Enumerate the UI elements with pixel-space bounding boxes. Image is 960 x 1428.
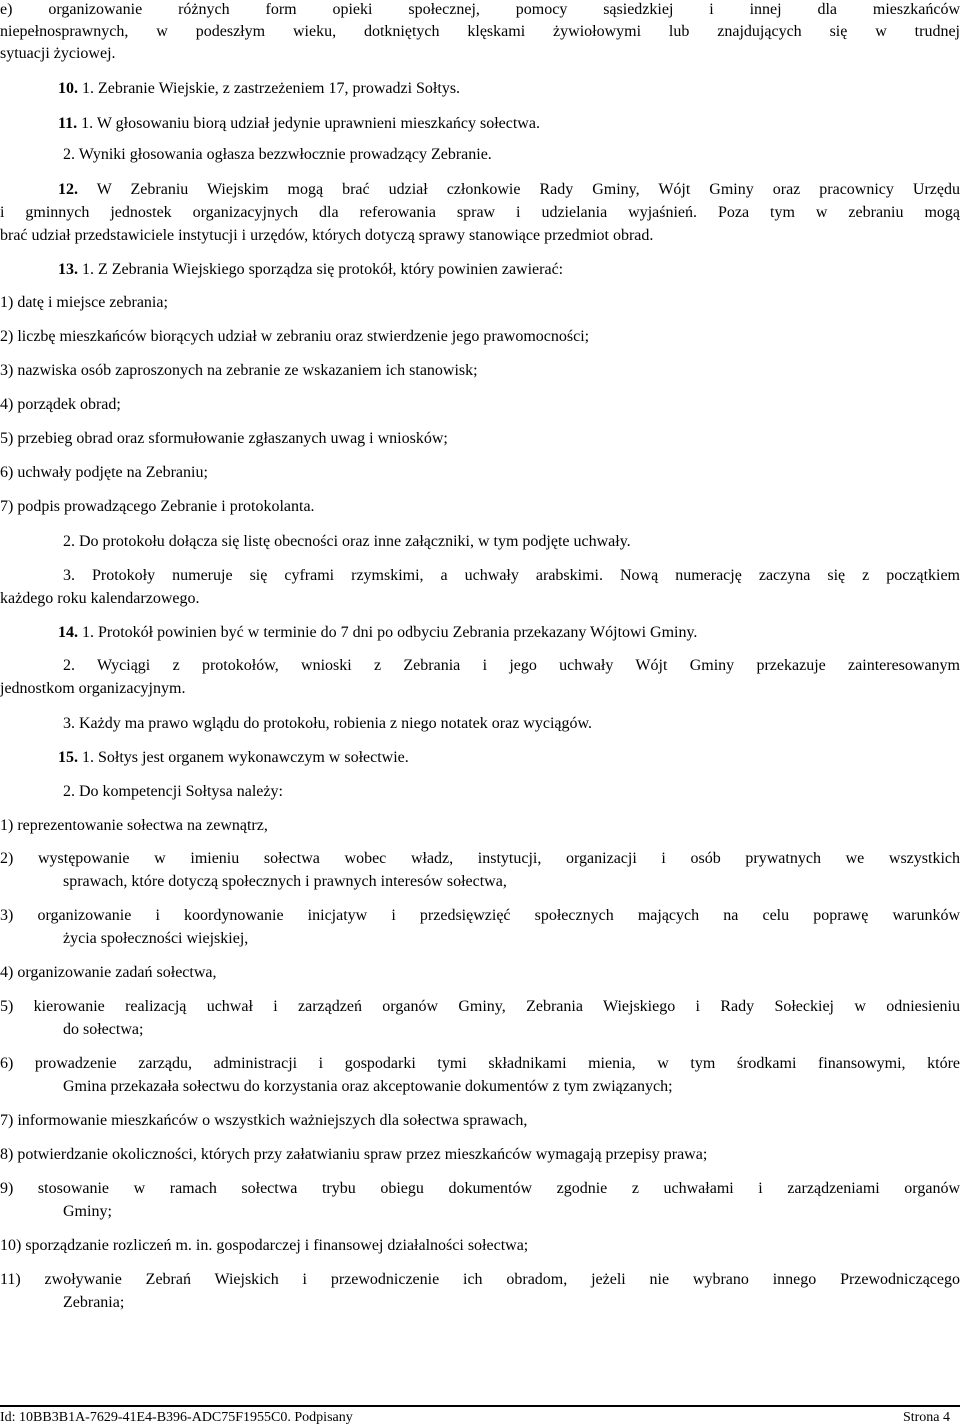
protocol-item: 6) uchwały podjęte na Zebraniu; — [0, 464, 208, 481]
section-12-line-1: 12. W Zebraniu Wiejskim mogą brać udział członkowie Rady Gminy, Wójt Gminy oraz pracownicy Urzędu — [58, 181, 960, 198]
competence-item: 4) organizowanie zadań sołectwa, — [0, 964, 217, 981]
footer-divider — [0, 1405, 960, 1407]
competence-item: 2) występowanie w imieniu sołectwa wobec władz, instytucji, organizacji i osób prywatnych we wszystkich — [0, 850, 960, 867]
competence-item-cont: życia społeczności wiejskiej, — [63, 930, 249, 947]
competence-item-cont: Gmina przekazała sołectwu do korzystania oraz akceptowanie dokumentów z tym związanych; — [63, 1078, 673, 1095]
competence-item-cont: Zebrania; — [63, 1294, 125, 1311]
section-number: 15. — [58, 749, 78, 766]
competence-item: 11) zwoływanie Zebrań Wiejskich i przewodniczenie ich obradom, jeżeli nie wybrano innego Przewodniczącego — [0, 1271, 960, 1288]
section-12-line-2: i gminnych jednostek organizacyjnych dla referowania spraw i udzielania wyjaśnień. Poza tym w zebraniu mogą — [0, 204, 960, 221]
section-13-point-3-line-2: każdego roku kalendarzowego. — [0, 590, 200, 607]
protocol-item: 4) porządek obrad; — [0, 396, 121, 413]
item-e-line-2: niepełnosprawnych, w podeszłym wieku, dotkniętych klęskami żywiołowymi lub znajdujących się w trudnej — [0, 23, 960, 40]
section-14-point-2-line-1: 2. Wyciągi z protokołów, wnioski z Zebrania i jego uchwały Wójt Gminy przekazuje zainteresowanym — [63, 657, 960, 674]
competence-item-cont: do sołectwa; — [63, 1021, 144, 1038]
competence-item: 6) prowadzenie zarządu, administracji i gospodarki tymi składnikami mienia, w tym środkami finansowymi, które — [0, 1055, 960, 1072]
competence-item: 8) potwierdzanie okoliczności, których przy załatwianiu spraw przez mieszkańców wymagają przepisy prawa; — [0, 1146, 708, 1163]
document-id: Id: 10BB3B1A-7629-41E4-B396-ADC75F1955C0. Podpisany — [0, 1410, 353, 1425]
section-number: 14. — [58, 624, 78, 641]
competence-item: 1) reprezentowanie sołectwa na zewnątrz, — [0, 817, 268, 834]
section-10: 10. 1. Zebranie Wiejskie, z zastrzeżeniem 17, prowadzi Sołtys. — [58, 80, 461, 97]
protocol-item: 5) przebieg obrad oraz sformułowanie zgłaszanych uwag i wniosków; — [0, 430, 448, 447]
section-13-point-2: 2. Do protokołu dołącza się listę obecności oraz inne załączniki, w tym podjęte uchwały. — [63, 533, 631, 550]
section-number: 11. — [58, 115, 78, 132]
section-12-line-3: brać udział przedstawiciele instytucji i urzędów, których dotyczą sprawy stanowiące przedmiot obrad. — [0, 227, 654, 244]
protocol-item: 1) datę i miejsce zebrania; — [0, 294, 168, 311]
section-number: 13. — [58, 261, 78, 278]
section-11: 11. 1. W głosowaniu biorą udział jedynie uprawnieni mieszkańcy sołectwa. — [58, 115, 540, 132]
section-14: 14. 1. Protokół powinien być w terminie do 7 dni po odbyciu Zebrania przekazany Wójtowi Gminy. — [58, 624, 698, 641]
section-number: 12. — [58, 181, 78, 198]
competence-item: 9) stosowanie w ramach sołectwa trybu obiegu dokumentów zgodnie z uchwałami i zarządzeniami organów — [0, 1180, 960, 1197]
section-15-point-2: 2. Do kompetencji Sołtysa należy: — [63, 783, 283, 800]
page-number: Strona 4 — [902, 1410, 950, 1425]
competence-item-cont: Gminy; — [63, 1203, 112, 1220]
competence-item: 10) sporządzanie rozliczeń m. in. gospodarczej i finansowej działalności sołectwa; — [0, 1237, 529, 1254]
item-e-line-1: e) organizowanie różnych form opieki społecznej, pomocy sąsiedzkiej i innej dla mieszkańców — [0, 1, 960, 18]
protocol-item: 7) podpis prowadzącego Zebranie i protokolanta. — [0, 498, 315, 515]
competence-item-cont: sprawach, które dotyczą społecznych i prawnych interesów sołectwa, — [63, 873, 507, 890]
competence-item: 5) kierowanie realizacją uchwał i zarządzeń organów Gminy, Zebrania Wiejskiego i Rady Sołeckiej w odniesieniu — [0, 998, 960, 1015]
competence-item: 3) organizowanie i koordynowanie inicjatyw i przedsięwzięć społecznych mających na celu poprawę warunków — [0, 907, 960, 924]
section-13-point-3-line-1: 3. Protokoły numeruje się cyframi rzymskimi, a uchwały arabskimi. Nową numerację zaczyna się z początkiem — [63, 567, 960, 584]
section-13: 13. 1. Z Zebrania Wiejskiego sporządza się protokół, który powinien zawierać: — [58, 261, 564, 278]
section-11-point-2: 2. Wyniki głosowania ogłasza bezzwłocznie prowadzący Zebranie. — [63, 146, 492, 163]
section-14-point-3: 3. Każdy ma prawo wglądu do protokołu, robienia z niego notatek oraz wyciągów. — [63, 715, 593, 732]
competence-item: 7) informowanie mieszkańców o wszystkich ważniejszych dla sołectwa sprawach, — [0, 1112, 528, 1129]
protocol-item: 2) liczbę mieszkańców biorących udział w zebraniu oraz stwierdzenie jego prawomocności; — [0, 328, 590, 345]
item-e-line-3: sytuacji życiowej. — [0, 45, 116, 62]
section-15: 15. 1. Sołtys jest organem wykonawczym w sołectwie. — [58, 749, 409, 766]
section-14-point-2-line-2: jednostkom organizacyjnym. — [0, 680, 186, 697]
protocol-item: 3) nazwiska osób zaproszonych na zebranie ze wskazaniem ich stanowisk; — [0, 362, 478, 379]
page-footer — [0, 1410, 950, 1426]
section-number: 10. — [58, 80, 78, 97]
